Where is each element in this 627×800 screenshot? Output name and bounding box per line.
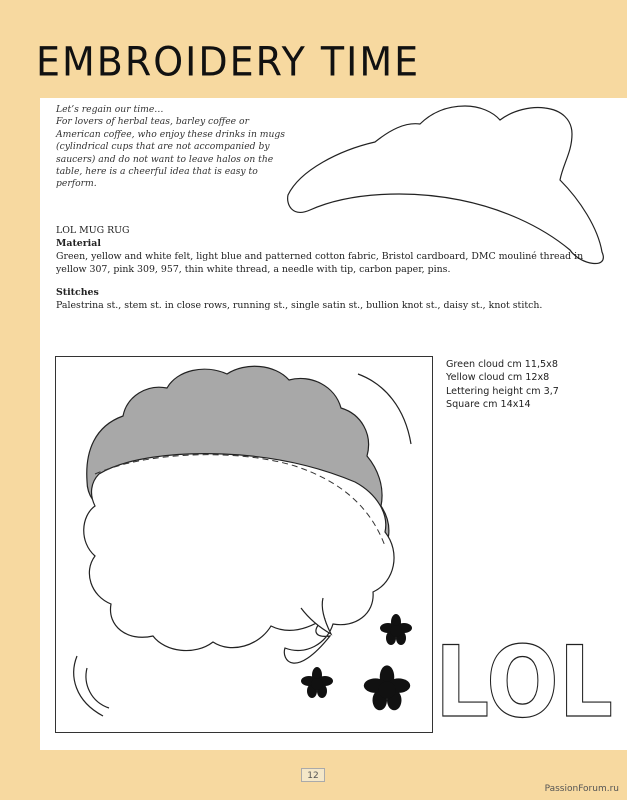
- spec-item: Lettering height cm 3,7: [446, 385, 559, 397]
- project-info: [56, 224, 586, 312]
- motion-arc: [74, 656, 103, 716]
- material-text: Green, yellow and white felt, light blue and patterned cotton fabric, Bristol cardboard, DMC mouliné thread in yellow 307, pink 309, 957, thin white thread, a needle with tip, carbon paper, pins.: [56, 251, 584, 275]
- white-cloud: [84, 454, 394, 663]
- intro-line: For lovers of herbal teas, barley coffee or American coffee, who enjoy these drinks in mugs (cylindrical cups that are not accompanied by saucers) and do not want to leave halos on the table, here is a cheerful idea that is easy to perform.: [56, 116, 286, 190]
- page-number: 12: [301, 768, 325, 782]
- stitches-text: Palestrina st., stem st. in close rows, running st., single satin st., bullion knot st., daisy st., knot stitch.: [56, 300, 543, 311]
- watermark: PassionForum.ru: [544, 784, 619, 794]
- pattern-drawing: [55, 356, 625, 736]
- spec-item: Yellow cloud cm 12x8: [446, 372, 550, 384]
- page-title: EMBROIDERY TIME: [36, 38, 421, 86]
- spec-item: Green cloud cm 11,5x8: [446, 359, 558, 370]
- motion-arc: [86, 668, 109, 708]
- intro-line: Let’s regain our time…: [56, 104, 164, 115]
- project-name: LOL MUG RUG: [56, 225, 130, 236]
- intro-text: [56, 104, 288, 191]
- stitches-label: Stitches: [56, 287, 99, 298]
- spec-item: Square cm 14x14: [446, 399, 531, 411]
- specs-list: [446, 358, 559, 412]
- lol-lettering: LOL: [435, 626, 613, 736]
- material-label: Material: [56, 238, 101, 249]
